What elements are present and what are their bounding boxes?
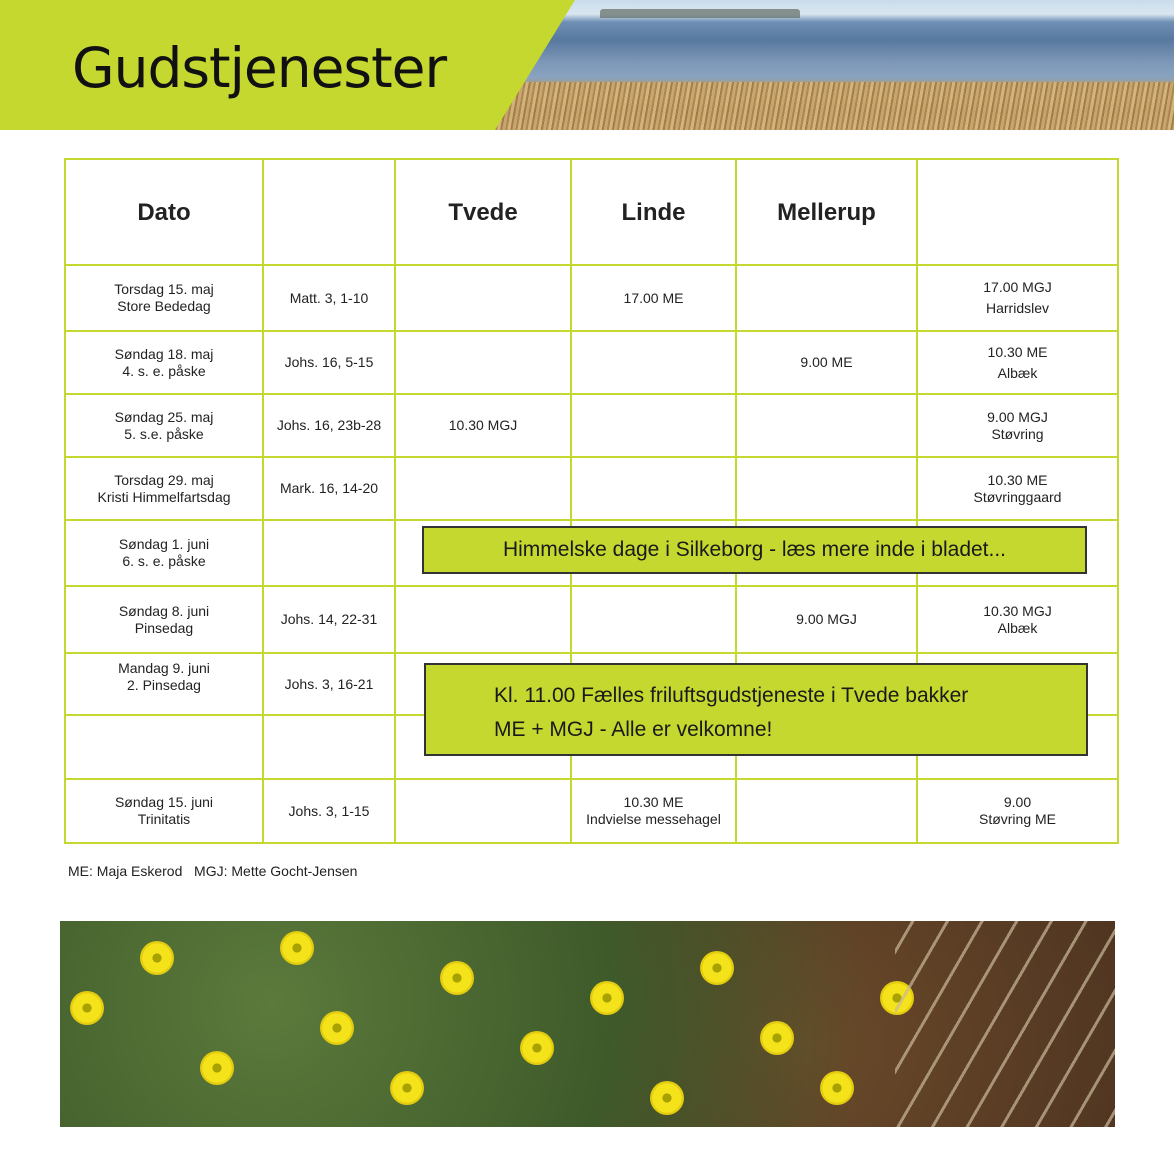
banner-line: Kl. 11.00 Fælles friluftsgudstjeneste i Tvede bakker [494, 684, 969, 707]
flower-mark [390, 1071, 424, 1105]
text-cell: Mark. 16, 14-20 [263, 457, 395, 520]
column-header-text [263, 159, 395, 265]
mellerup-cell [736, 457, 917, 520]
linde-cell: 10.30 ME Indvielse messehagel [571, 779, 736, 843]
text-cell [263, 520, 395, 586]
banner-line: ME + MGJ - Alle er velkomne! [494, 718, 773, 741]
flower-mark [200, 1051, 234, 1085]
other-cell: 17.00 MGJ Harridslev [917, 265, 1118, 331]
linde-cell [571, 394, 736, 457]
table-row [65, 331, 1118, 394]
other-cell: 9.00 Støvring ME [917, 779, 1118, 843]
text-cell [263, 715, 395, 779]
table-row [65, 779, 1118, 843]
column-header-dato: Dato [65, 159, 263, 265]
lake-photo [470, 0, 1174, 130]
dry-stems [895, 921, 1115, 1127]
flower-mark [520, 1031, 554, 1065]
text-cell: Johs. 16, 23b-28 [263, 394, 395, 457]
flower-mark [280, 931, 314, 965]
flower-mark [320, 1011, 354, 1045]
table-row [65, 394, 1118, 457]
mellerup-cell: 9.00 ME [736, 331, 917, 394]
linde-cell [571, 331, 736, 394]
tvede-cell [395, 331, 571, 394]
date-cell: Torsdag 29. maj Kristi Himmelfartsdag [65, 457, 263, 520]
legend-text: ME: Maja Eskerod MGJ: Mette Gocht-Jensen [68, 863, 358, 879]
table-header-row [65, 159, 1118, 265]
flower-mark [70, 991, 104, 1025]
header-banner [0, 0, 1174, 130]
date-cell: Søndag 1. juni 6. s. e. påske [65, 520, 263, 586]
mellerup-cell [736, 265, 917, 331]
page-title: Gudstjenester [72, 36, 447, 100]
flower-mark [700, 951, 734, 985]
flower-mark [440, 961, 474, 995]
column-header-mellerup: Mellerup [736, 159, 917, 265]
other-cell: 10.30 ME Albæk [917, 331, 1118, 394]
faelles-gudstjeneste-banner [424, 663, 1088, 756]
table-row [65, 586, 1118, 653]
tvede-cell [395, 265, 571, 331]
linde-cell [571, 457, 736, 520]
himmelske-dage-banner: Himmelske dage i Silkeborg - læs mere inde i bladet... [422, 526, 1087, 574]
date-cell: Søndag 8. juni Pinsedag [65, 586, 263, 653]
mellerup-cell [736, 394, 917, 457]
table-row [65, 265, 1118, 331]
flower-mark [590, 981, 624, 1015]
text-cell: Johs. 3, 16-21 [263, 653, 395, 715]
linde-cell [571, 586, 736, 653]
column-header-tvede: Tvede [395, 159, 571, 265]
date-cell: Søndag 18. maj 4. s. e. påske [65, 331, 263, 394]
other-cell: 9.00 MGJ Støvring [917, 394, 1118, 457]
tvede-cell: 10.30 MGJ [395, 394, 571, 457]
flower-mark [140, 941, 174, 975]
flower-mark [820, 1071, 854, 1105]
tvede-cell [395, 586, 571, 653]
tvede-cell [395, 779, 571, 843]
other-cell: 10.30 MGJ Albæk [917, 586, 1118, 653]
text-cell: Johs. 16, 5-15 [263, 331, 395, 394]
date-cell [65, 715, 263, 779]
date-cell: Søndag 15. juni Trinitatis [65, 779, 263, 843]
mellerup-cell [736, 779, 917, 843]
text-cell: Johs. 14, 22-31 [263, 586, 395, 653]
treeline [600, 9, 800, 18]
text-cell: Johs. 3, 1-15 [263, 779, 395, 843]
table-row [65, 457, 1118, 520]
reed-grass [470, 82, 1174, 130]
date-cell: Søndag 25. maj 5. s.e. påske [65, 394, 263, 457]
date-cell: Mandag 9. juni 2. Pinsedag [65, 653, 263, 715]
column-header-other [917, 159, 1118, 265]
flower-mark [760, 1021, 794, 1055]
other-cell: 10.30 ME Støvringgaard [917, 457, 1118, 520]
tvede-cell [395, 457, 571, 520]
winter-aconite-photo [60, 921, 1115, 1127]
date-cell: Torsdag 15. maj Store Bededag [65, 265, 263, 331]
mellerup-cell: 9.00 MGJ [736, 586, 917, 653]
column-header-linde: Linde [571, 159, 736, 265]
text-cell: Matt. 3, 1-10 [263, 265, 395, 331]
linde-cell: 17.00 ME [571, 265, 736, 331]
flower-mark [650, 1081, 684, 1115]
